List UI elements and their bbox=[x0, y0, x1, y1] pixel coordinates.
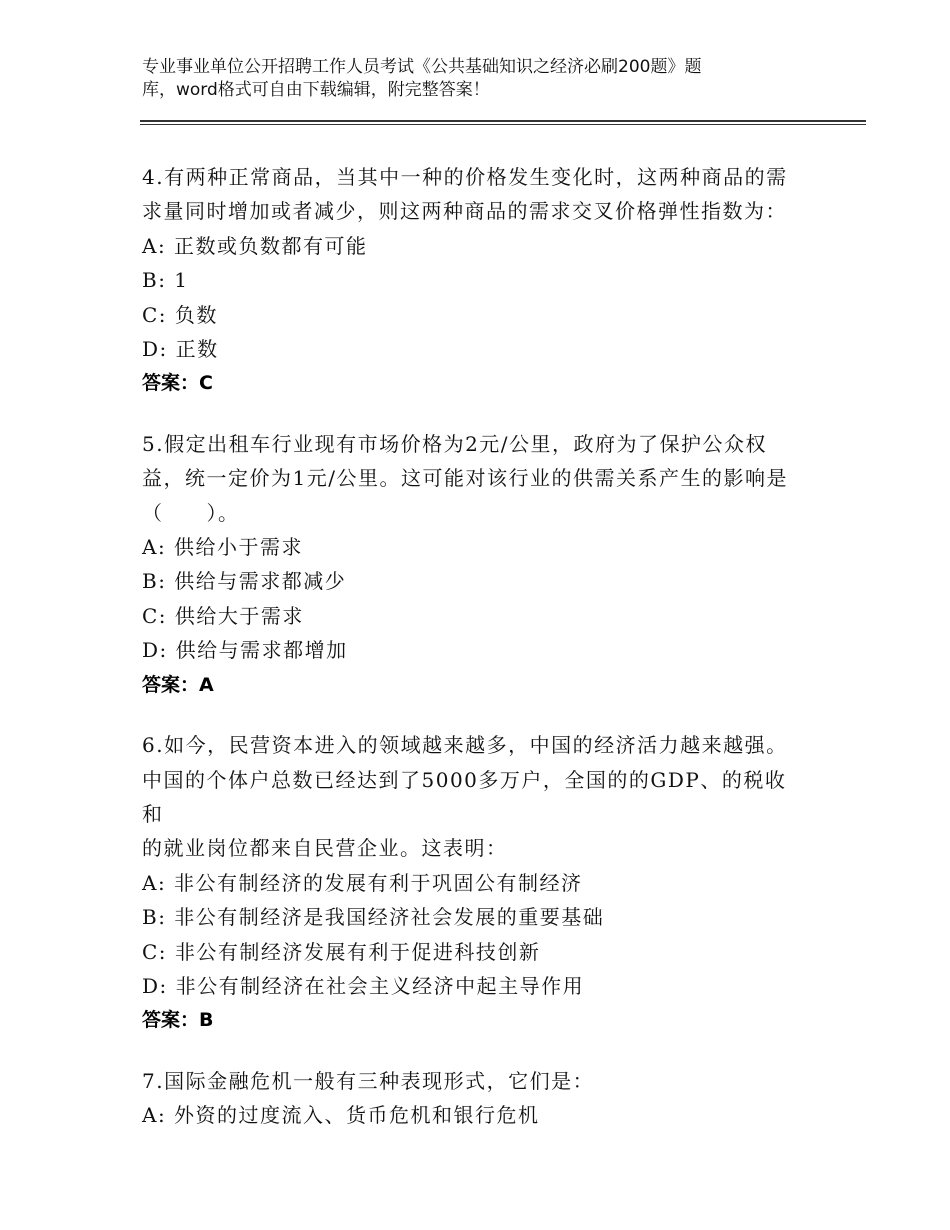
option-c: C: 负数 bbox=[142, 302, 218, 327]
question-text bbox=[142, 160, 802, 229]
question-7 bbox=[142, 1064, 802, 1133]
question-4 bbox=[142, 160, 802, 401]
question-text-line: 益，统一定价为1元/公里。这可能对该行业的供需关系产生的影响是 bbox=[142, 466, 788, 491]
header-title-line-2: 库，word格式可自由下载编辑，附完整答案！ bbox=[142, 80, 490, 100]
question-text-line: 的就业岗位都来自民营企业。这表明： bbox=[142, 836, 508, 861]
question-text bbox=[142, 427, 802, 530]
option-c: C: 非公有制经济发展有利于促进科技创新 bbox=[142, 939, 541, 964]
option-a: A: 供给小于需求 bbox=[142, 535, 304, 560]
document-header bbox=[142, 56, 782, 102]
option-d: D: 正数 bbox=[142, 337, 219, 362]
option-d: D: 供给与需求都增加 bbox=[142, 638, 348, 663]
question-6 bbox=[142, 728, 802, 1038]
question-text-line: 5.假定出租车行业现有市场价格为2元/公里，政府为了保护公众权 bbox=[142, 431, 768, 456]
answer-line: 答案：A bbox=[142, 673, 214, 696]
question-text-line: 4.有两种正常商品，当其中一种的价格发生变化时，这两种商品的需 bbox=[142, 165, 788, 189]
header-title-line-1: 专业事业单位公开招聘工作人员考试《公共基础知识之经济必刷200题》题 bbox=[142, 57, 702, 77]
question-list bbox=[142, 160, 802, 1159]
option-a: A: 正数或负数都有可能 bbox=[142, 233, 368, 258]
header-divider bbox=[140, 120, 866, 125]
answer-line: 答案：B bbox=[142, 1009, 214, 1032]
option-b: B: 供给与需求都减少 bbox=[142, 569, 347, 594]
option-b: B: 1 bbox=[142, 268, 189, 293]
question-text-line: （ ）。 bbox=[142, 500, 240, 525]
question-text-line: 6.如今，民营资本进入的领域越来越多，中国的经济活力越来越强。 bbox=[142, 733, 788, 758]
option-a: A: 外资的过度流入、货币危机和银行危机 bbox=[142, 1103, 540, 1128]
option-d: D: 非公有制经济在社会主义经济中起主导作用 bbox=[142, 973, 585, 998]
question-text bbox=[142, 1064, 802, 1098]
question-5 bbox=[142, 427, 802, 702]
option-a: A: 非公有制经济的发展有利于巩固公有制经济 bbox=[142, 870, 583, 895]
answer-line: 答案：C bbox=[142, 372, 213, 395]
question-text-line: 中国的个体户总数已经达到了5000多万户，全国的的GDP、的税收和 bbox=[142, 767, 787, 826]
question-text-line: 7.国际金融危机一般有三种表现形式，它们是： bbox=[142, 1068, 595, 1093]
option-b: B: 非公有制经济是我国经济社会发展的重要基础 bbox=[142, 905, 605, 930]
question-text bbox=[142, 728, 802, 866]
question-text-line: 求量同时增加或者减少，则这两种商品的需求交叉价格弹性指数为： bbox=[142, 199, 787, 224]
option-c: C: 供给大于需求 bbox=[142, 603, 304, 628]
